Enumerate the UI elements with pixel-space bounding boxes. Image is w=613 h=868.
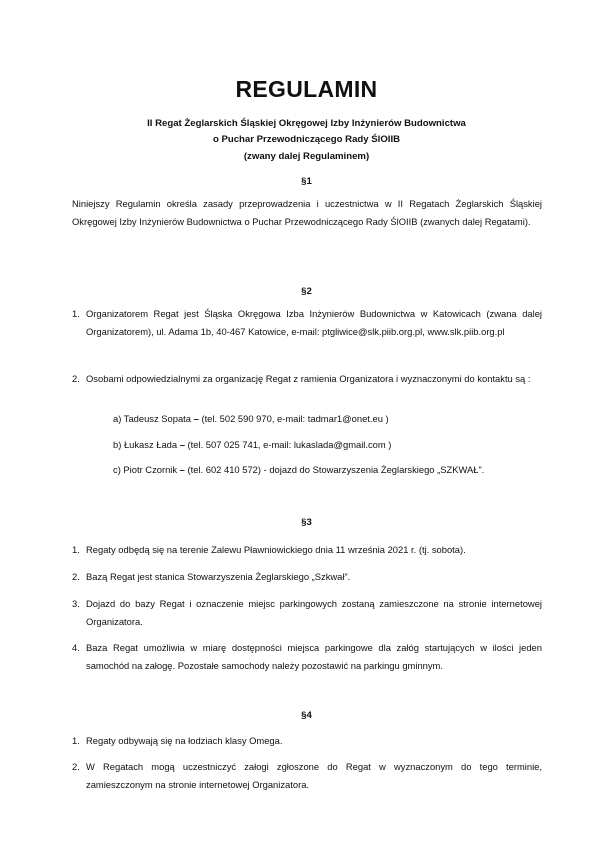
- subtitle-line-3: (zwany dalej Regulaminem): [243, 151, 370, 162]
- list-item-text: W Regatach mogą uczestniczyć załogi zgłoszone do Regat w wyznaczonym do tego terminie, zamieszczonym na stronie internetowej Organizatora.: [86, 761, 542, 790]
- contact-dash: –: [177, 439, 185, 450]
- list-number: 2.: [72, 761, 80, 772]
- contact-person-a: [113, 410, 389, 428]
- list-item-text: Bazą Regat jest stanica Stowarzyszenia Żeglarskiego „Szkwał”.: [86, 571, 351, 582]
- document-title: REGULAMIN: [235, 76, 378, 102]
- contact-detail: (tel. 502 590 970, e-mail: tadmar1@onet.eu ): [198, 413, 389, 424]
- contact-name: b) Łukasz Łada: [113, 439, 178, 450]
- list-number: 2.: [72, 571, 80, 582]
- list-item-text: Regaty odbędą się na terenie Zalewu Pławniowickiego dnia 11 września 2021 r. (tj. sobota).: [86, 544, 466, 555]
- list-number: 3.: [72, 598, 80, 609]
- contact-dash: –: [191, 413, 199, 424]
- contact-dash: –: [177, 464, 185, 475]
- list-number: 2.: [72, 373, 80, 384]
- contact-name: a) Tadeusz Sopata: [113, 413, 192, 424]
- contact-detail: (tel. 507 025 741, e-mail: lukaslada@gmail.com ): [184, 439, 392, 450]
- contact-person-b: [113, 436, 391, 454]
- list-item-text: Baza Regat umożliwia w miarę dostępności miejsca parkingowe dla załóg startujących w ilości jeden samochód na załogę. Pozostałe samochody należy pozostawić na parkingu gminnym.: [86, 642, 542, 671]
- list-item-text: Organizatorem Regat jest Śląska Okręgowa Izba Inżynierów Budownictwa w Katowicach (zwana dalej Organizatorem), ul. Adama 1b, 40-467 Katowice, e-mail: ptgliwice@slk.piib.org.pl, www.slk.piib.org.pl: [86, 308, 542, 337]
- contact-person-c: [113, 461, 484, 479]
- subtitle-line-2: o Puchar Przewodniczącego Rady ŚlOIIB: [212, 134, 401, 145]
- section-4-heading: §4: [301, 710, 312, 721]
- list-item-text: Osobami odpowiedzialnymi za organizację Regat z ramienia Organizatora i wyznaczonymi do kontaktu są :: [86, 373, 531, 384]
- list-number: 1.: [72, 544, 80, 555]
- list-number: 1.: [72, 735, 80, 746]
- list-number: 1.: [72, 308, 80, 319]
- contact-name: c) Piotr Czornik: [113, 464, 178, 475]
- list-item-text: Dojazd do bazy Regat i oznaczenie miejsc parkingowych zostaną zamieszczone na stronie internetowej Organizatora.: [86, 598, 542, 627]
- list-number: 4.: [72, 642, 80, 653]
- section-3-heading: §3: [301, 517, 312, 528]
- contact-detail: (tel. 602 410 572) - dojazd do Stowarzyszenia Żeglarskiego „SZKWAŁ”.: [184, 464, 485, 475]
- section-1-heading: §1: [301, 176, 312, 187]
- section-2-heading: §2: [301, 286, 312, 297]
- list-item-text: Regaty odbywają się na łodziach klasy Omega.: [86, 735, 283, 746]
- subtitle-line-1: II Regat Żeglarskich Śląskiej Okręgowej Izby Inżynierów Budownictwa: [147, 118, 466, 129]
- section-1-paragraph: Niniejszy Regulamin określa zasady przeprowadzenia i uczestnictwa w II Regatach Żeglarskich Śląskiej Okręgowej Izby Inżynierów Budownictwa o Puchar Przewodniczącego Rady ŚlOIIB (zwanych dalej Regatami).: [72, 198, 542, 227]
